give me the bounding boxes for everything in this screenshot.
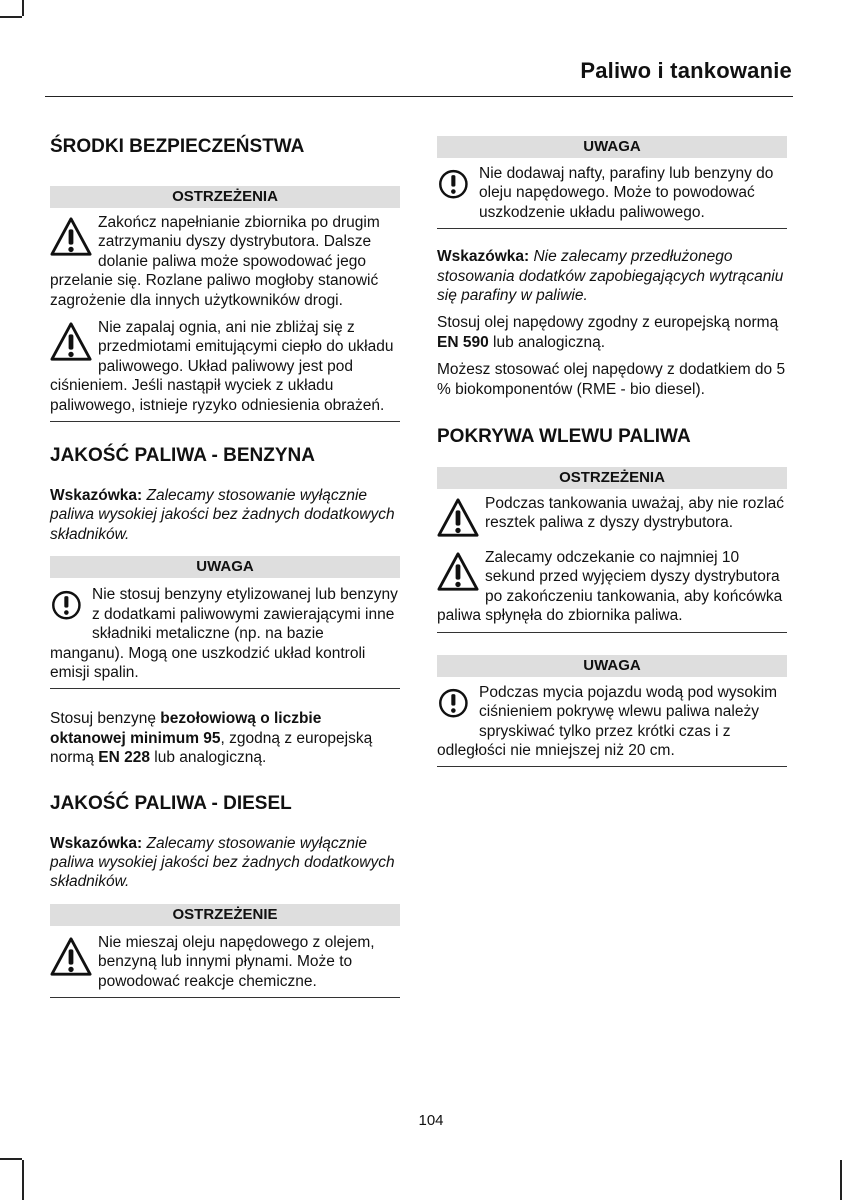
tip-paragraph	[50, 486, 400, 544]
caution-text: Nie stosuj benzyny etylizowanej lub benzyny z dodatkami paliwowymi zawierającymi inne składniki metaliczne (np. na bazie manganu). Mogą one uszkodzić układ kontroli emisji spalin.	[50, 586, 398, 681]
crop-mark-left-upper	[0, 16, 22, 18]
petrol-caution-box	[50, 556, 400, 689]
safety-warning-box	[50, 186, 400, 422]
caution-bar: UWAGA	[50, 556, 400, 578]
tip-text: Zalecamy stosowanie wyłącznie paliwa wysokiej jakości bez żadnych dodatkowych składników.	[50, 834, 395, 891]
warning-item	[437, 548, 787, 626]
warning-item	[437, 494, 787, 540]
caution-circle-icon	[50, 587, 86, 625]
caution-bar: UWAGA	[437, 136, 787, 158]
caution-item	[50, 585, 400, 682]
warning-text: Podczas tankowania uważaj, aby nie rozlać resztek paliwa z dyszy dystrybutora.	[485, 495, 784, 532]
biodiesel-paragraph: Możesz stosować olej napędowy z dodatkiem do 5 % biokomponentów (RME - bio diesel).	[437, 361, 786, 398]
caution-circle-icon	[437, 166, 473, 204]
left-column	[50, 128, 400, 998]
caution-bar: UWAGA	[437, 655, 787, 677]
warning-triangle-icon	[50, 935, 92, 979]
warning-text: Zalecamy odczekanie co najmniej 10 sekund przed wyjęciem dyszy dystrybutora po zakończeniu tankowania, aby końcówka paliwa spłynęła do zbiornika paliwa.	[437, 549, 783, 625]
caution-item	[437, 164, 787, 222]
crop-mark-bottom-left	[22, 1160, 24, 1200]
heading-diesel-quality: JAKOŚĆ PALIWA - DIESEL	[50, 792, 292, 814]
warning-bar: OSTRZEŻENIE	[50, 904, 400, 926]
caution-text: Podczas mycia pojazdu wodą pod wysokim ciśnieniem pokrywę wlewu paliwa należy spryskiwać tylko przez krótki czas i z odległości nie mniejszej niż 20 cm.	[437, 683, 778, 759]
warning-bar: OSTRZEŻENIA	[437, 467, 787, 489]
warning-triangle-icon	[50, 215, 92, 259]
washing-caution-box	[437, 655, 787, 768]
caution-item	[437, 683, 787, 761]
petrol-octane-paragraph: Stosuj benzynę bezołowiową o liczbie oktanowej minimum 95, zgodną z europejską normą EN 228 lub analogiczną.	[50, 710, 373, 767]
tip-label: Wskazówka:	[437, 248, 530, 266]
warning-text: Nie mieszaj oleju napędowego z olejem, benzyną lub innymi płynami. Może to powodować reakcje chemiczne.	[98, 933, 375, 990]
tip-paragraph	[437, 247, 787, 305]
diesel-warning-box	[50, 904, 400, 998]
page-number: 104	[418, 1112, 444, 1129]
heading-fuel-filler-flap: POKRYWA WLEWU PALIWA	[437, 426, 691, 448]
tip-text: Zalecamy stosowanie wyłącznie paliwa wysokiej jakości bez żadnych dodatkowych składników.	[50, 487, 395, 543]
warning-text: Nie zapalaj ognia, ani nie zbliżaj się z przedmiotami emitującymi ciepło do układu paliwowego. Układ paliwowy jest pod ciśnieniem. Jeśli nastąpił wyciek z układu paliwowego, istnieje ryzyko odniesienia obrażeń.	[50, 319, 394, 414]
title-rule	[45, 96, 793, 97]
warning-triangle-icon	[50, 320, 92, 364]
filler-warning-box	[437, 467, 787, 633]
warning-triangle-icon	[437, 496, 479, 540]
warning-item	[50, 213, 400, 310]
crop-mark-left-lower	[0, 1158, 22, 1160]
right-column	[437, 136, 787, 767]
tip-label: Wskazówka:	[50, 487, 143, 505]
warning-bar: OSTRZEŻENIA	[50, 186, 400, 208]
tip-text: Nie zalecamy przedłużonego stosowania dodatków zapobiegających wytrącaniu się parafiny w paliwie.	[437, 248, 784, 305]
page-title: Paliwo i tankowanie	[580, 58, 792, 83]
heading-safety: ŚRODKI BEZPIECZEŃSTWA	[50, 136, 305, 157]
heading-petrol-quality: JAKOŚĆ PALIWA - BENZYNA	[50, 445, 315, 467]
caution-circle-icon	[437, 685, 473, 723]
crop-mark-bottom-right	[840, 1160, 842, 1200]
warning-text: Zakończ napełnianie zbiornika po drugim zatrzymaniu dyszy dystrybutora. Dalsze dolanie paliwa może spowodować jego przelanie się. Rozlane paliwo mogłoby stanowić zagrożenie dla innych użytkowników drogi.	[50, 214, 380, 309]
tip-paragraph	[50, 834, 400, 892]
tip-label: Wskazówka:	[50, 834, 143, 852]
diesel-norm-paragraph: Stosuj olej napędowy zgodny z europejską normą EN 590 lub analogiczną.	[437, 314, 779, 351]
warning-triangle-icon	[437, 550, 479, 594]
crop-mark-top-left	[22, 0, 24, 16]
warning-item	[50, 933, 400, 991]
caution-text: Nie dodawaj nafty, parafiny lub benzyny do oleju napędowego. Może to powodować uszkodzenie układu paliwowego.	[479, 165, 774, 221]
diesel-caution-box	[437, 136, 787, 229]
warning-item	[50, 318, 400, 415]
